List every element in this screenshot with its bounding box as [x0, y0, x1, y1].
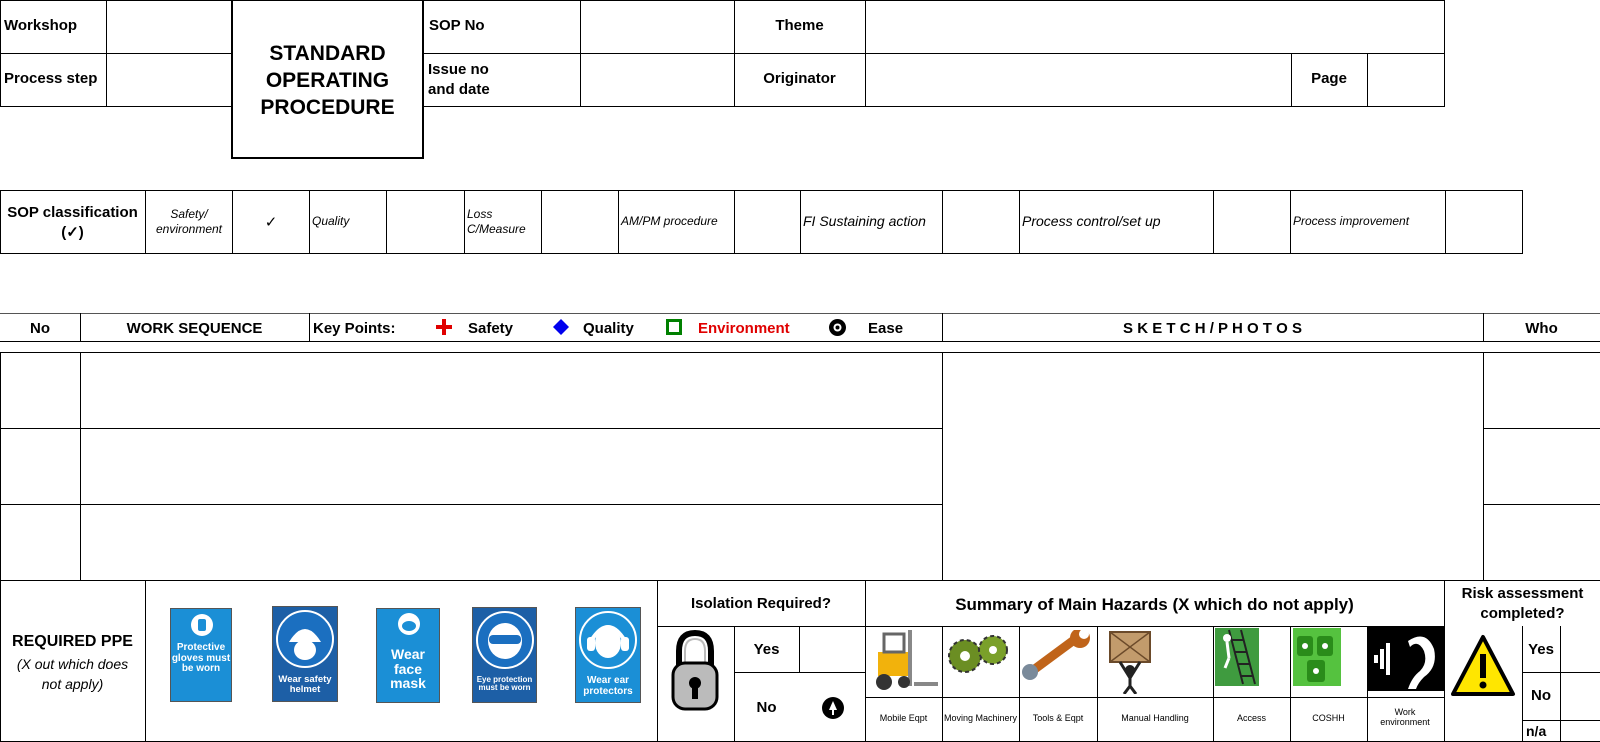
ppe-sign-text: Eye protection must be worn	[476, 675, 533, 693]
gloves-icon	[190, 613, 214, 637]
class-option-loss	[467, 207, 526, 237]
sop-title-line3: PROCEDURE	[260, 96, 395, 119]
sop-no-label: SOP No	[429, 17, 485, 34]
ppe-note-line2: not apply)	[41, 676, 104, 692]
isolation-no-label: No	[756, 699, 777, 716]
hazard-label-work-environment: Work environment	[1380, 707, 1430, 727]
padlock-icon	[671, 629, 719, 713]
risk-no-label: No	[1531, 687, 1551, 704]
class-checkbox-quality[interactable]	[387, 191, 464, 253]
isolation-symbol-icon[interactable]	[822, 697, 844, 719]
workshop-label: Workshop	[4, 17, 78, 34]
hazard-label-access: Access	[1236, 713, 1266, 723]
class-option-process-improvement: Process improvement	[1293, 214, 1410, 228]
class-checkbox-ampm[interactable]	[735, 191, 800, 253]
risk-yes-box[interactable]	[1561, 627, 1600, 672]
class-option-label-line1: Loss	[467, 207, 493, 221]
ppe-sign-text: Protective gloves must be worn	[171, 642, 231, 674]
hazards-title: Summary of Main Hazards (X which do not apply)	[955, 595, 1354, 614]
class-option-quality: Quality	[312, 214, 350, 228]
ppe-note-line1: (X out which does	[16, 656, 129, 672]
sop-title-line2: OPERATING	[265, 69, 390, 92]
hazard-label-coshh: COSHH	[1312, 713, 1345, 723]
goggles-icon	[476, 611, 534, 669]
page-field[interactable]	[1368, 54, 1444, 106]
step-row[interactable]	[81, 429, 942, 504]
class-option-label-line2: environment	[155, 222, 223, 236]
ppe-note	[0, 654, 145, 694]
helmet-icon	[276, 610, 334, 668]
col-no-header: No	[30, 320, 50, 337]
issue-label-line2: and date	[428, 81, 490, 98]
risk-title	[1445, 584, 1600, 624]
class-checkbox-safety[interactable]: ✓	[264, 214, 278, 231]
wrench-icon[interactable]	[1022, 630, 1094, 680]
ppe-sign-text: Wear face mask	[390, 646, 426, 692]
hazard-label-moving-machinery: Moving Machinery	[943, 713, 1018, 723]
ppe-sign-face-mask[interactable]	[376, 608, 440, 703]
class-option-fi: FI Sustaining action	[803, 213, 926, 229]
process-step-field[interactable]	[107, 54, 231, 106]
ppe-sign-helmet[interactable]	[272, 606, 338, 702]
hazard-label-tools: Tools & Eqpt	[1032, 713, 1084, 723]
hazard-label-manual-handling: Manual Handling	[1121, 713, 1189, 723]
sop-title	[231, 40, 424, 121]
class-option-ampm: AM/PM procedure	[621, 214, 718, 228]
step-row[interactable]	[81, 353, 942, 428]
class-option-label-line1: Safety/	[170, 207, 208, 221]
hazard-label-mobile-eqpt: Mobile Eqpt	[879, 713, 928, 723]
ladder-climber-icon[interactable]	[1215, 628, 1259, 686]
gears-icon[interactable]	[945, 628, 1015, 678]
risk-na-label: n/a	[1526, 723, 1547, 739]
risk-title-line2: completed?	[1480, 605, 1565, 622]
issue-label	[428, 60, 490, 100]
ppe-sign-ear-protectors[interactable]	[575, 607, 641, 703]
key-point-ease: Ease	[868, 320, 904, 337]
warning-triangle-icon	[1450, 634, 1516, 698]
isolation-title: Isolation Required?	[690, 595, 831, 612]
class-checkbox-loss[interactable]	[542, 191, 618, 253]
lifting-person-icon[interactable]	[1100, 628, 1160, 694]
class-option-label-line2: C/Measure	[467, 222, 526, 236]
risk-no-box[interactable]	[1561, 673, 1600, 720]
class-option-safety	[146, 207, 232, 237]
workshop-field[interactable]	[107, 1, 231, 53]
class-checkbox-process-improvement[interactable]	[1446, 191, 1522, 253]
theme-field[interactable]	[866, 1, 1444, 53]
classification-label	[0, 203, 145, 243]
process-step-label: Process step	[4, 70, 98, 87]
risk-na-box[interactable]	[1561, 721, 1600, 741]
environment-square-icon	[666, 319, 682, 335]
theme-label: Theme	[775, 17, 824, 34]
ppe-title: REQUIRED PPE	[12, 633, 133, 650]
isolation-yes-box[interactable]	[800, 627, 865, 672]
toxic-barrels-icon[interactable]	[1293, 628, 1341, 686]
classification-label-line2: (✓)	[61, 224, 84, 241]
isolation-yes-label: Yes	[753, 641, 780, 658]
ppe-sign-goggles[interactable]	[472, 607, 537, 703]
ear-protector-icon	[579, 611, 637, 669]
sop-no-field[interactable]	[581, 1, 734, 53]
ease-circle-icon	[829, 319, 846, 336]
originator-field[interactable]	[866, 54, 1291, 106]
page-label: Page	[1311, 70, 1347, 87]
step-row[interactable]	[81, 505, 942, 580]
key-points-label: Key Points:	[313, 320, 396, 337]
issue-label-line1: Issue no	[428, 61, 489, 78]
ppe-sign-text: Wear safety helmet	[278, 674, 332, 695]
risk-title-line1: Risk assessment	[1461, 585, 1584, 602]
originator-label: Originator	[763, 70, 836, 87]
col-sketch-header: S K E T C H / P H O T O S	[1123, 320, 1302, 337]
col-work-sequence-header: WORK SEQUENCE	[126, 320, 263, 337]
safety-cross-icon	[436, 319, 452, 335]
key-point-quality: Quality	[583, 320, 634, 337]
col-who-header: Who	[1525, 320, 1558, 337]
sop-title-line1: STANDARD	[269, 42, 386, 65]
ppe-sign-text: Wear ear protectors	[583, 675, 633, 697]
classification-label-line1: SOP classification	[7, 204, 138, 221]
risk-yes-label: Yes	[1528, 641, 1554, 658]
key-point-safety: Safety	[468, 320, 514, 337]
class-checkbox-fi[interactable]	[943, 191, 1019, 253]
quality-diamond-icon	[553, 319, 569, 335]
class-checkbox-process-control[interactable]	[1214, 191, 1290, 253]
key-point-environment: Environment	[698, 320, 790, 337]
issue-date-field[interactable]	[581, 54, 734, 106]
sketch-photos-area[interactable]	[943, 353, 1483, 580]
forklift-icon[interactable]	[868, 628, 938, 694]
ear-noise-icon[interactable]	[1368, 627, 1444, 691]
ppe-sign-gloves[interactable]	[170, 608, 232, 702]
class-option-process-control: Process control/set up	[1022, 213, 1161, 229]
face-mask-icon	[397, 612, 421, 636]
